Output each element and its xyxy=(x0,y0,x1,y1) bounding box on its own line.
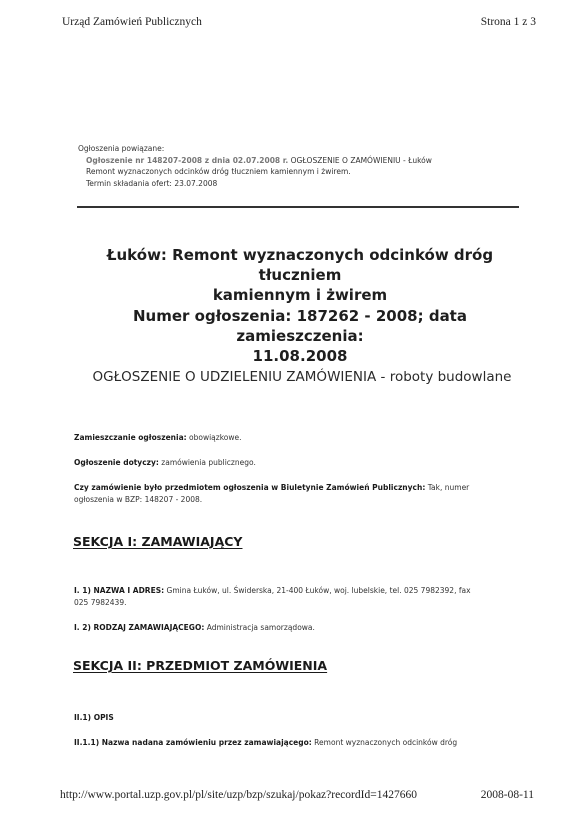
related-notice-line xyxy=(78,155,518,167)
notice-title xyxy=(70,245,530,305)
related-notice-description: Remont wyznaczonych odcinków dróg tłuczniem kamiennym i żwirem. xyxy=(86,167,351,176)
field-label: II.1) OPIS xyxy=(74,713,114,722)
field-label: Czy zamówienie było przedmiotem ogłoszenia w Biuletynie Zamówień Publicznych: xyxy=(74,483,426,492)
notice-number-line-1: Numer ogłoszenia: 187262 - 2008; data zamieszczenia: xyxy=(133,307,467,345)
field-value: obowiązkowe. xyxy=(186,433,242,442)
field-biuletyn xyxy=(74,482,524,505)
field-label: I. 1) NAZWA I ADRES: xyxy=(74,586,165,595)
section-1-heading: SEKCJA I: ZAMAWIAJĄCY xyxy=(73,534,243,549)
related-notice-deadline: Termin składania ofert: 23.07.2008 xyxy=(86,178,218,188)
field-rodzaj-zamawiajacego xyxy=(74,622,524,634)
field-value: Tak, numer xyxy=(425,483,470,492)
separator-line xyxy=(77,206,519,208)
field-value: Remont wyznaczonych odcinków dróg xyxy=(311,738,458,747)
field-label: II.1.1) Nazwa nadana zamówieniu przez zamawiającego: xyxy=(74,738,312,747)
field-label: Zamieszczanie ogłoszenia: xyxy=(74,433,187,442)
related-notices xyxy=(78,143,518,189)
field-label: I. 2) RODZAJ ZAMAWIAJĄCEGO: xyxy=(74,623,205,632)
header-institution: Urząd Zamówień Publicznych xyxy=(62,16,202,28)
notice-title-line-1: Łuków: Remont wyznaczonych odcinków dróg tłuczniem xyxy=(106,246,494,284)
notice-number-line-2: 11.08.2008 xyxy=(252,347,348,365)
notice-number xyxy=(70,306,530,366)
field-value: Gmina Łuków, ul. Świderska, 21-400 Łuków, woj. lubelskie, tel. 025 7982392, fax xyxy=(164,586,471,595)
footer-url[interactable]: http://www.portal.uzp.gov.pl/pl/site/uzp/bzp/szukaj/pokaz?recordId=1427660 xyxy=(60,789,417,801)
notice-title-line-2: kamiennym i żwirem xyxy=(212,286,388,304)
field-value: Administracja samorządowa. xyxy=(204,623,315,632)
field-opis xyxy=(74,712,524,724)
field-value-continued: ogłoszenia w BZP: 148207 - 2008. xyxy=(74,494,203,504)
field-zamieszczanie xyxy=(74,432,524,444)
field-dotyczy xyxy=(74,457,524,469)
section-2-heading: SEKCJA II: PRZEDMIOT ZAMÓWIENIA xyxy=(73,658,328,673)
header-page-number: Strona 1 z 3 xyxy=(480,16,536,28)
related-notice-type: OGŁOSZENIE O ZAMÓWIENIU - Łuków xyxy=(288,155,432,165)
footer-date: 2008-08-11 xyxy=(480,789,534,801)
field-value: zamówienia publicznego. xyxy=(158,458,256,467)
notice-kind: OGŁOSZENIE O UDZIELENIU ZAMÓWIENIA - roboty budowlane xyxy=(92,369,512,385)
field-nazwa-zamowienia xyxy=(74,737,524,749)
related-label: Ogłoszenia powiązane: xyxy=(78,144,165,153)
field-nazwa-adres xyxy=(74,585,524,608)
field-value-continued: 025 7982439. xyxy=(74,597,127,607)
related-notice-link[interactable]: Ogłoszenie nr 148207-2008 z dnia 02.07.2008 r. xyxy=(86,155,289,165)
field-label: Ogłoszenie dotyczy: xyxy=(74,458,159,467)
